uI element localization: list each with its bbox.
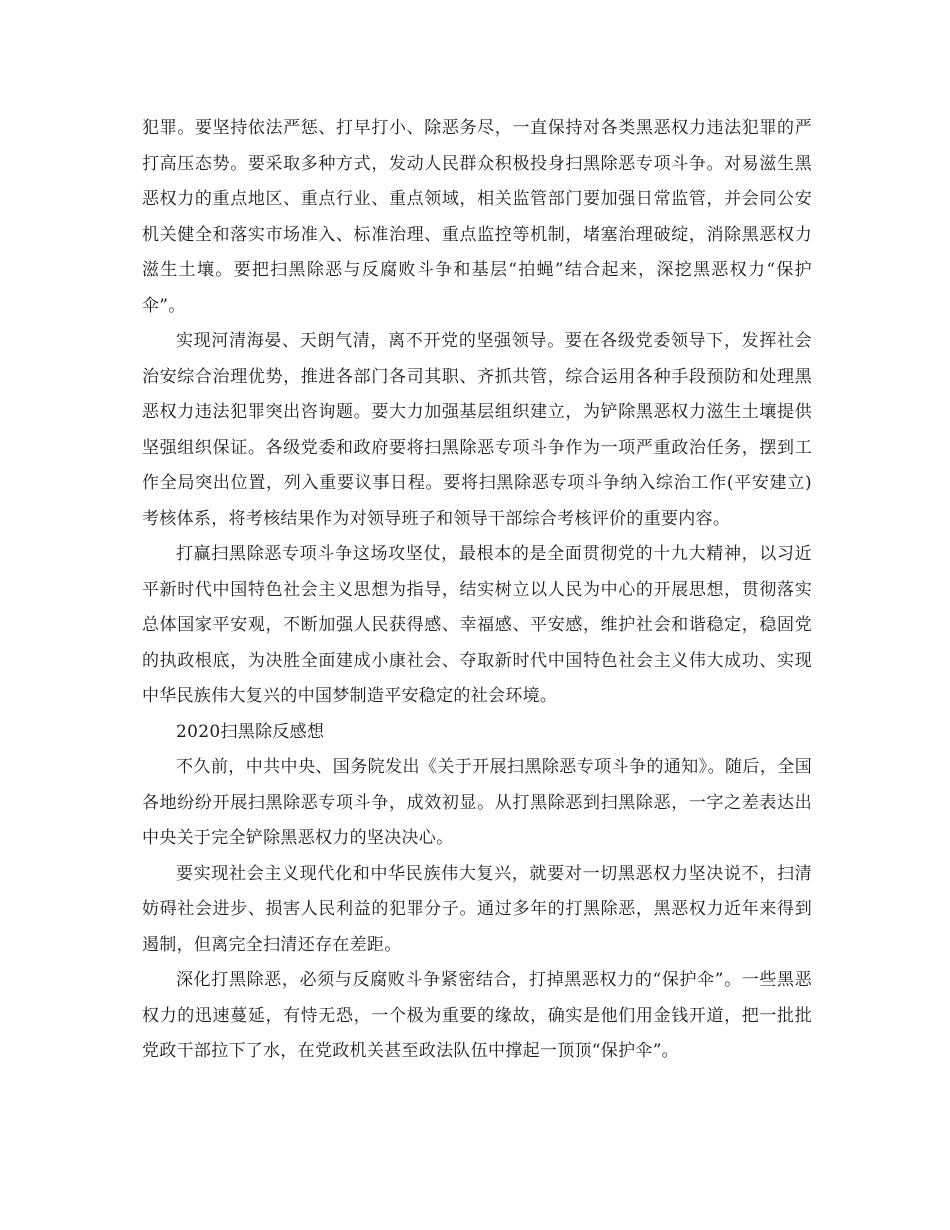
paragraph-fundamental-approach: 打赢扫黑除恶专项斗争这场攻坚仗，最根本的是全面贯彻党的十九大精神，以习近平新时代中国特色社会主义思想为指导，结实树立以人民为中心的开展思想，贯彻落实总体国家平安观，不断加强人民获得感、幸福感、平安感，维护社会和谐稳定，稳固党的执政根底，为决胜全面建成小康社会、夺取新时代中国特色社会主义伟大成功、实现中华民族伟大复兴的中国梦制造平安稳定的社会环境。: [142, 544, 812, 706]
section-heading: 2020扫黑除反感想: [176, 721, 325, 742]
paragraph-protective-umbrella: 深化打黑除恶，必须与反腐败斗争紧密结合，打掉黑恶权力的“保护伞”。一些黑恶权力的迅速蔓延，有恃无恐，一个极为重要的缘故，确实是他们用金钱开道，把一批批党政干部拉下了水，在党政机关甚至政法队伍中撑起一顶顶“保护伞”。: [142, 970, 812, 1061]
paragraph-modernization: 要实现社会主义现代化和中华民族伟大复兴，就要对一切黑恶权力坚决说不，扫清妨碍社会进步、损害人民利益的犯罪分子。通过多年的打黑除恶，黑恶权力近年来得到遏制，但离完全扫清还存在差距。: [142, 863, 812, 955]
document-body: [142, 111, 812, 1070]
paragraph-notice: 不久前，中共中央、国务院发出《关于开展扫黑除恶专项斗争的通知》。随后，全国各地纷纷开展扫黑除恶专项斗争，成效初显。从打黑除恶到扫黑除恶，一字之差表达出中央关于完全铲除黑恶权力的坚决决心。: [142, 757, 812, 848]
paragraph-party-leadership: 实现河清海晏、天朗气清，离不开党的坚强领导。要在各级党委领导下，发挥社会治安综合治理优势，推进各部门各司其职、齐抓共管，综合运用各种手段预防和处理黑恶权力违法犯罪突出咨询题。要大力加强基层组织建立，为铲除黑恶权力滋生土壤提供坚强组织保证。各级党委和政府要将扫黑除恶专项斗争作为一项严重政治任务，摆到工作全局突出位置，列入重要议事日程。要将扫黑除恶专项斗争纳入综治工作(平安建立)考核体系，将考核结果作为对领导班子和领导干部综合考核评价的重要内容。: [142, 331, 812, 529]
paragraph-crime-crackdown: 犯罪。要坚持依法严惩、打早打小、除恶务尽，一直保持对各类黑恶权力违法犯罪的严打高压态势。要采取多种方式，发动人民群众积极投身扫黑除恶专项斗争。对易滋生黑恶权力的重点地区、重点行业、重点领域，相关监管部门要加强日常监管，并会同公安机关健全和落实市场准入、标准治理、重点监控等机制，堵塞治理破绽，消除黑恶权力滋生土壤。要把扫黑除恶与反腐败斗争和基层“拍蝇”结合起来，深挖黑恶权力“保护伞”。: [142, 118, 812, 316]
